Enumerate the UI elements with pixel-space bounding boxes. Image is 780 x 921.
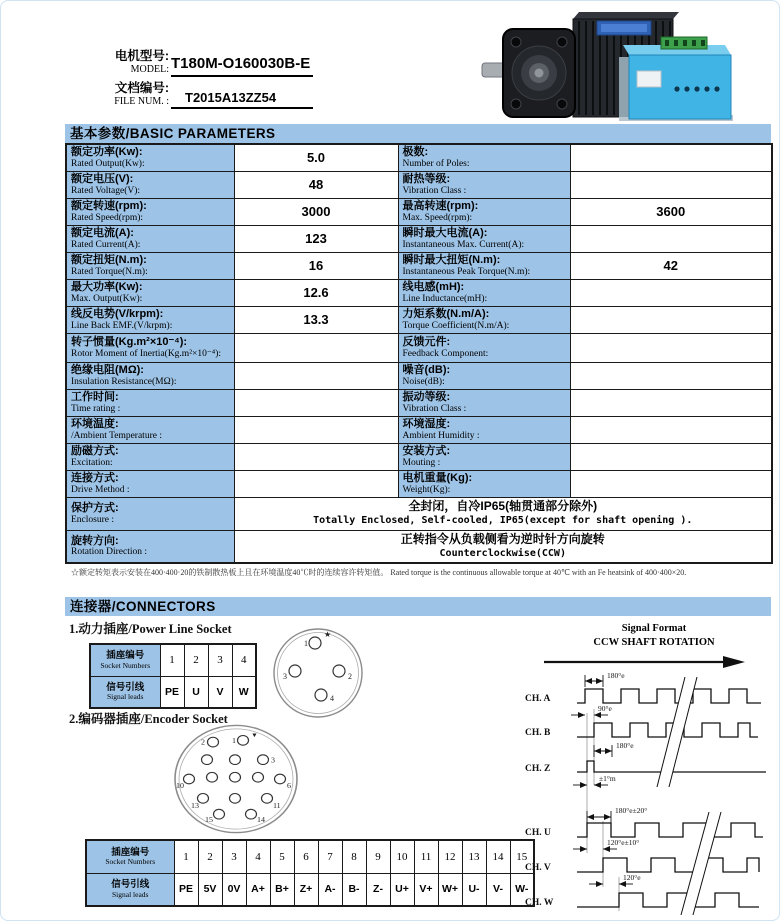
param-label: 额定电流(A): Rated Current(A):: [66, 225, 234, 252]
enclosure-value: 全封闭，自冷IP65(轴贯通部分除外) Totally Enclosed, Self-cooled, IP65(except for shaft opening ).: [234, 497, 772, 530]
signal-lead-cell: PE: [174, 873, 198, 906]
table-row: [66, 225, 772, 252]
rated-torque-footnote: ☆额定转矩表示安装在400·400·20的铁制散热板上且在环境温度40℃时的连续容许转矩值。 Rated torque is the continuous allowable torque at 40℃ with an Fe heatsink of 400·400×20.: [71, 568, 687, 577]
param-value: [570, 225, 772, 252]
power-socket-heading: 1.动力插座/Power Line Socket: [69, 622, 232, 636]
rotation-arrow-icon: [723, 656, 745, 668]
power-socket-diagram: [263, 623, 375, 723]
dim-label: 120°e±10°: [607, 838, 640, 847]
socket-number-cell: 14: [486, 840, 510, 873]
param-value: [234, 443, 398, 470]
param-label: 保护方式: Enclosure :: [66, 497, 234, 530]
socket-number-cell: 3: [208, 644, 232, 676]
channel-label: CH. V: [525, 863, 551, 873]
signal-lead-cell: A-: [318, 873, 342, 906]
basic-parameters-table: [65, 143, 773, 564]
param-value: 12.6: [234, 279, 398, 306]
power-pin-label: 3: [283, 672, 287, 681]
param-value: [234, 333, 398, 362]
signal-lead-cell: 0V: [222, 873, 246, 906]
param-label: 转子惯量(Kg.m²×10⁻⁴): Rotor Moment of Inertia(Kg.m²×10⁻⁴):: [66, 333, 234, 362]
param-value: 123: [234, 225, 398, 252]
dim-label: ±1°m: [599, 774, 616, 783]
signal-lead-cell: W-: [510, 873, 534, 906]
param-label: 噪音(dB): Noise(dB):: [398, 362, 570, 389]
socket-number-cell: 13: [462, 840, 486, 873]
param-value: [570, 362, 772, 389]
table-row: [66, 144, 772, 171]
param-value: [570, 144, 772, 171]
file-num-value: T2015A13ZZ54: [171, 81, 313, 109]
socket-number-cell: 8: [342, 840, 366, 873]
signal-lead-cell: U+: [390, 873, 414, 906]
signal-lead-cell: V+: [414, 873, 438, 906]
param-value: [234, 416, 398, 443]
key-mark-icon: ▼: [251, 732, 258, 739]
model-label: [97, 49, 169, 76]
model-label-en: MODEL:: [130, 64, 169, 75]
channel-label: CH. U: [525, 828, 551, 838]
param-label: 环境湿度: Ambient Humidity :: [398, 416, 570, 443]
param-label: 励磁方式: Excitation:: [66, 443, 234, 470]
signal-leads-label: 信号引线 Signal leads: [86, 873, 174, 906]
file-num-label-en: FILE NUM. :: [114, 96, 169, 107]
param-label: 工作时间: Time rating :: [66, 389, 234, 416]
signal-lead-cell: V-: [486, 873, 510, 906]
signal-lead-cell: U-: [462, 873, 486, 906]
param-value: 13.3: [234, 306, 398, 333]
dim-label: 180°e: [616, 741, 634, 750]
param-value: 48: [234, 171, 398, 198]
signal-format-title: Signal Format: [621, 623, 687, 634]
param-label: 振动等级: Vibration Class :: [398, 389, 570, 416]
rotation-value: 正转指令从负载侧看为逆时针方向旋转 Counterclockwise(CCW): [234, 530, 772, 563]
table-row: [66, 443, 772, 470]
channel-label: CH. B: [525, 728, 551, 738]
param-label: [398, 144, 570, 171]
param-label: 线反电势(V/krpm): Line Back EMF.(V/krpm):: [66, 306, 234, 333]
signal-leads-label: 信号引线 Signal leads: [90, 676, 160, 708]
param-label: 绝缘电阻(MΩ): Insulation Resistance(MΩ):: [66, 362, 234, 389]
table-row: [66, 198, 772, 225]
power-socket-table: [89, 643, 257, 709]
param-label: 额定扭矩(N.m): Rated Torque(N.m):: [66, 252, 234, 279]
dim-label: 120°e: [623, 873, 641, 882]
param-value: [570, 306, 772, 333]
signal-lead-cell: W: [232, 676, 256, 708]
param-label: 额定电压(V): Rated Voltage(V):: [66, 171, 234, 198]
encoder-pin-label: 3: [271, 755, 276, 765]
param-value: [570, 279, 772, 306]
param-label-cn: 极数:: [402, 146, 429, 159]
param-value: [570, 416, 772, 443]
param-value: [570, 333, 772, 362]
basic-parameters-header: 基本参数/BASIC PARAMETERS: [65, 124, 771, 143]
table-row: [86, 840, 534, 873]
param-label: 电机重量(Kg): Weight(Kg):: [398, 470, 570, 497]
socket-number-cell: 11: [414, 840, 438, 873]
connectors-header: 连接器/CONNECTORS: [65, 597, 771, 616]
encoder-pin-label: 15: [205, 815, 213, 824]
param-label: 额定转速(rpm): Rated Speed(rpm):: [66, 198, 234, 225]
table-row: [66, 252, 772, 279]
dim-label: 90°e: [598, 704, 612, 713]
socket-number-cell: 10: [390, 840, 414, 873]
encoder-socket-diagram: [161, 721, 313, 837]
socket-number-cell: 5: [270, 840, 294, 873]
dim-label: 180°e±20°: [615, 806, 648, 815]
model-label-cn: 电机型号:: [114, 49, 169, 63]
power-pin-label: 1: [304, 639, 308, 648]
param-label: [66, 144, 234, 171]
param-value: 42: [570, 252, 772, 279]
socket-number-cell: 2: [184, 644, 208, 676]
param-value: 16: [234, 252, 398, 279]
signal-lead-cell: A+: [246, 873, 270, 906]
table-row-rotation: [66, 530, 772, 563]
table-row: [86, 873, 534, 906]
signal-lead-cell: U: [184, 676, 208, 708]
encoder-socket-table: [85, 839, 535, 907]
socket-number-cell: 7: [318, 840, 342, 873]
encoder-pin-label: 13: [191, 801, 199, 810]
socket-number-cell: 1: [174, 840, 198, 873]
encoder-pin-label: 1: [232, 736, 237, 745]
param-label: 瞬时最大扭矩(N.m): Instantaneous Peak Torque(N.m):: [398, 252, 570, 279]
table-row-enclosure: [66, 497, 772, 530]
param-label: 最高转速(rpm): Max. Speed(rpm):: [398, 198, 570, 225]
encoder-pin-label: 14: [257, 815, 265, 824]
signal-lead-cell: Z+: [294, 873, 318, 906]
param-value: [234, 362, 398, 389]
param-label: 连接方式: Drive Method :: [66, 470, 234, 497]
param-value: [570, 171, 772, 198]
param-value: [234, 470, 398, 497]
param-value: 3600: [570, 198, 772, 225]
channel-label: CH. W: [525, 898, 554, 908]
ccw-rotation-title: CCW SHAFT ROTATION: [593, 637, 715, 648]
encoder-pin-label: 2: [201, 738, 206, 747]
encoder-pin-label: 6: [287, 781, 292, 790]
param-label: 最大功率(Kw): Max. Output(Kw):: [66, 279, 234, 306]
dim-label: 180°e: [607, 671, 625, 680]
socket-numbers-label: 插座编号 Socket Numbers: [86, 840, 174, 873]
signal-lead-cell: 5V: [198, 873, 222, 906]
socket-number-cell: 9: [366, 840, 390, 873]
param-label: 安装方式: Mouting :: [398, 443, 570, 470]
signal-lead-cell: B+: [270, 873, 294, 906]
table-row: [66, 306, 772, 333]
param-value: [570, 443, 772, 470]
encoder-socket-heading: 2.编码器插座/Encoder Socket: [69, 712, 228, 726]
table-row: [66, 470, 772, 497]
param-label: 力矩系数(N.m/A): Torque Coefficient(N.m/A):: [398, 306, 570, 333]
param-label-en: Number of Poles:: [402, 158, 470, 169]
encoder-pin-label: 10: [176, 781, 184, 790]
signal-lead-cell: V: [208, 676, 232, 708]
file-num-label: [93, 81, 169, 108]
waveform-break: [657, 677, 697, 787]
signal-format-diagram: [519, 617, 777, 919]
param-value: [234, 389, 398, 416]
param-value: 3000: [234, 198, 398, 225]
socket-number-cell: 6: [294, 840, 318, 873]
param-label-cn: 额定功率(Kw):: [71, 146, 143, 159]
encoder-pin-label: 11: [273, 801, 281, 810]
socket-number-cell: 4: [246, 840, 270, 873]
socket-numbers-label: 插座编号 Socket Numbers: [90, 644, 160, 676]
param-value: [570, 470, 772, 497]
socket-number-cell: 4: [232, 644, 256, 676]
param-label: 旋转方向: Rotation Direction :: [66, 530, 234, 563]
param-label: 环境温度: /Ambient Temperature :: [66, 416, 234, 443]
file-num-label-cn: 文档编号:: [114, 81, 169, 95]
param-value: 5.0: [234, 144, 398, 171]
param-label: 反馈元件: Feedback Component:: [398, 333, 570, 362]
channel-label: CH. A: [525, 694, 551, 704]
param-label: 耐热等级: Vibration Class :: [398, 171, 570, 198]
socket-number-cell: 12: [438, 840, 462, 873]
param-label: 瞬时最大电流(A): Instantaneous Max. Current(A):: [398, 225, 570, 252]
param-label-en: Rated Output(Kw):: [71, 158, 145, 169]
signal-lead-cell: W+: [438, 873, 462, 906]
power-pin-label: 4: [330, 694, 334, 703]
table-row: [90, 644, 256, 676]
key-mark-icon: ★: [324, 630, 332, 639]
table-row: [66, 416, 772, 443]
table-row: [66, 171, 772, 198]
socket-number-cell: 1: [160, 644, 184, 676]
signal-lead-cell: Z-: [366, 873, 390, 906]
param-label: 线电感(mH): Line Inductance(mH):: [398, 279, 570, 306]
param-value: [570, 389, 772, 416]
table-row: [66, 279, 772, 306]
table-row: [90, 676, 256, 708]
socket-number-cell: 3: [222, 840, 246, 873]
socket-number-cell: 2: [198, 840, 222, 873]
table-row: [66, 362, 772, 389]
signal-lead-cell: B-: [342, 873, 366, 906]
table-row: [66, 389, 772, 416]
socket-number-cell: 15: [510, 840, 534, 873]
channel-label: CH. Z: [525, 764, 551, 774]
table-row: [66, 333, 772, 362]
signal-lead-cell: PE: [160, 676, 184, 708]
motor-product-photo: [481, 5, 737, 123]
power-pin-label: 2: [348, 672, 352, 681]
model-value: T180M-O160030B-E: [171, 47, 313, 77]
